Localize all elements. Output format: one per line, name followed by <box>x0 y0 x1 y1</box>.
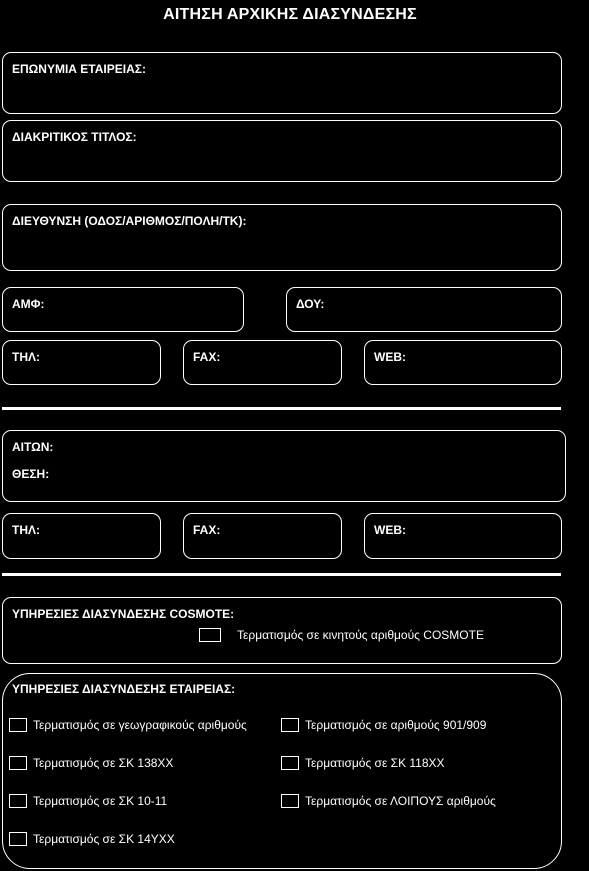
checkbox[interactable] <box>9 832 27 846</box>
trade-name-label: ΔΙΑΚΡΙΤΙΚΟΣ ΤΙΤΛΟΣ: <box>12 130 137 144</box>
service-option <box>9 718 247 732</box>
company-name-label: ΕΠΩΝΥΜΙΑ ΕΤΑΙΡΕΙΑΣ: <box>12 62 146 76</box>
option-label: Τερματισμός σε ΣΚ 14ΥΧΧ <box>33 832 175 846</box>
applicant-fax-field[interactable] <box>183 513 342 559</box>
company-web-label: WEB: <box>374 350 406 364</box>
applicant-field[interactable] <box>2 430 566 502</box>
cosmote-services-heading: ΥΠΗΡΕΣΙΕΣ ΔΙΑΣΥΝΔΕΣΗΣ COSMOTE: <box>12 607 235 621</box>
option-label: Τερματισμός σε κινητούς αριθμούς COSMOTE <box>237 628 484 642</box>
service-option <box>9 756 173 770</box>
section-divider <box>2 407 561 410</box>
checkbox[interactable] <box>9 718 27 732</box>
option-label: Τερματισμός σε ΣΚ 10-11 <box>33 794 168 808</box>
doy-field[interactable] <box>286 287 562 332</box>
section-divider <box>2 573 561 576</box>
option-label: Τερματισμός σε αριθμούς 901/909 <box>305 718 487 732</box>
company-services-box <box>2 673 562 869</box>
cosmote-services-box <box>2 597 562 664</box>
service-option <box>9 832 175 846</box>
company-web-field[interactable] <box>364 340 562 385</box>
applicant-web-label: WEB: <box>374 523 406 537</box>
trade-name-field[interactable] <box>2 120 562 182</box>
applicant-label: ΑΙΤΩΝ: <box>12 440 54 454</box>
cosmote-option <box>199 628 484 642</box>
position-label: ΘΕΣΗ: <box>12 467 50 481</box>
checkbox[interactable] <box>9 756 27 770</box>
option-label: Τερματισμός σε ΣΚ 138ΧΧ <box>33 756 174 770</box>
checkbox[interactable] <box>281 718 299 732</box>
applicant-tel-field[interactable] <box>2 513 161 559</box>
company-fax-label: FAX: <box>193 350 221 364</box>
applicant-fax-label: FAX: <box>193 523 221 537</box>
option-label: Τερματισμός σε ΛΟΙΠΟΥΣ αριθμούς <box>305 794 496 808</box>
afm-field[interactable] <box>2 287 244 332</box>
company-fax-field[interactable] <box>183 340 342 385</box>
service-option <box>9 794 167 808</box>
option-label: Τερματισμός σε ΣΚ 118ΧΧ <box>305 756 445 770</box>
company-tel-field[interactable] <box>2 340 161 385</box>
option-label: Τερματισμός σε γεωγραφικούς αριθμούς <box>33 718 247 732</box>
address-label: ΔΙΕΥΘΥΝΣΗ (ΟΔΟΣ/ΑΡΙΘΜΟΣ/ΠΟΛΗ/ΤΚ): <box>12 214 247 228</box>
afm-label: ΑΜΦ: <box>12 297 45 311</box>
address-field[interactable] <box>2 204 562 271</box>
company-name-field[interactable] <box>2 52 562 114</box>
checkbox[interactable] <box>281 794 299 808</box>
applicant-tel-label: ΤΗΛ: <box>12 523 40 537</box>
company-tel-label: ΤΗΛ: <box>12 350 40 364</box>
service-option <box>281 718 486 732</box>
company-services-heading: ΥΠΗΡΕΣΙΕΣ ΔΙΑΣΥΝΔΕΣΗΣ ΕΤΑΙΡΕΙΑΣ: <box>12 682 236 696</box>
doy-label: ΔΟΥ: <box>296 297 325 311</box>
checkbox[interactable] <box>9 794 27 808</box>
service-option <box>281 756 445 770</box>
form-title: ΑΙΤΗΣΗ ΑΡΧΙΚΗΣ ΔΙΑΣΥΝΔΕΣΗΣ <box>163 6 417 23</box>
applicant-web-field[interactable] <box>364 513 562 559</box>
service-option <box>281 794 496 808</box>
checkbox[interactable] <box>281 756 299 770</box>
checkbox[interactable] <box>199 628 221 642</box>
